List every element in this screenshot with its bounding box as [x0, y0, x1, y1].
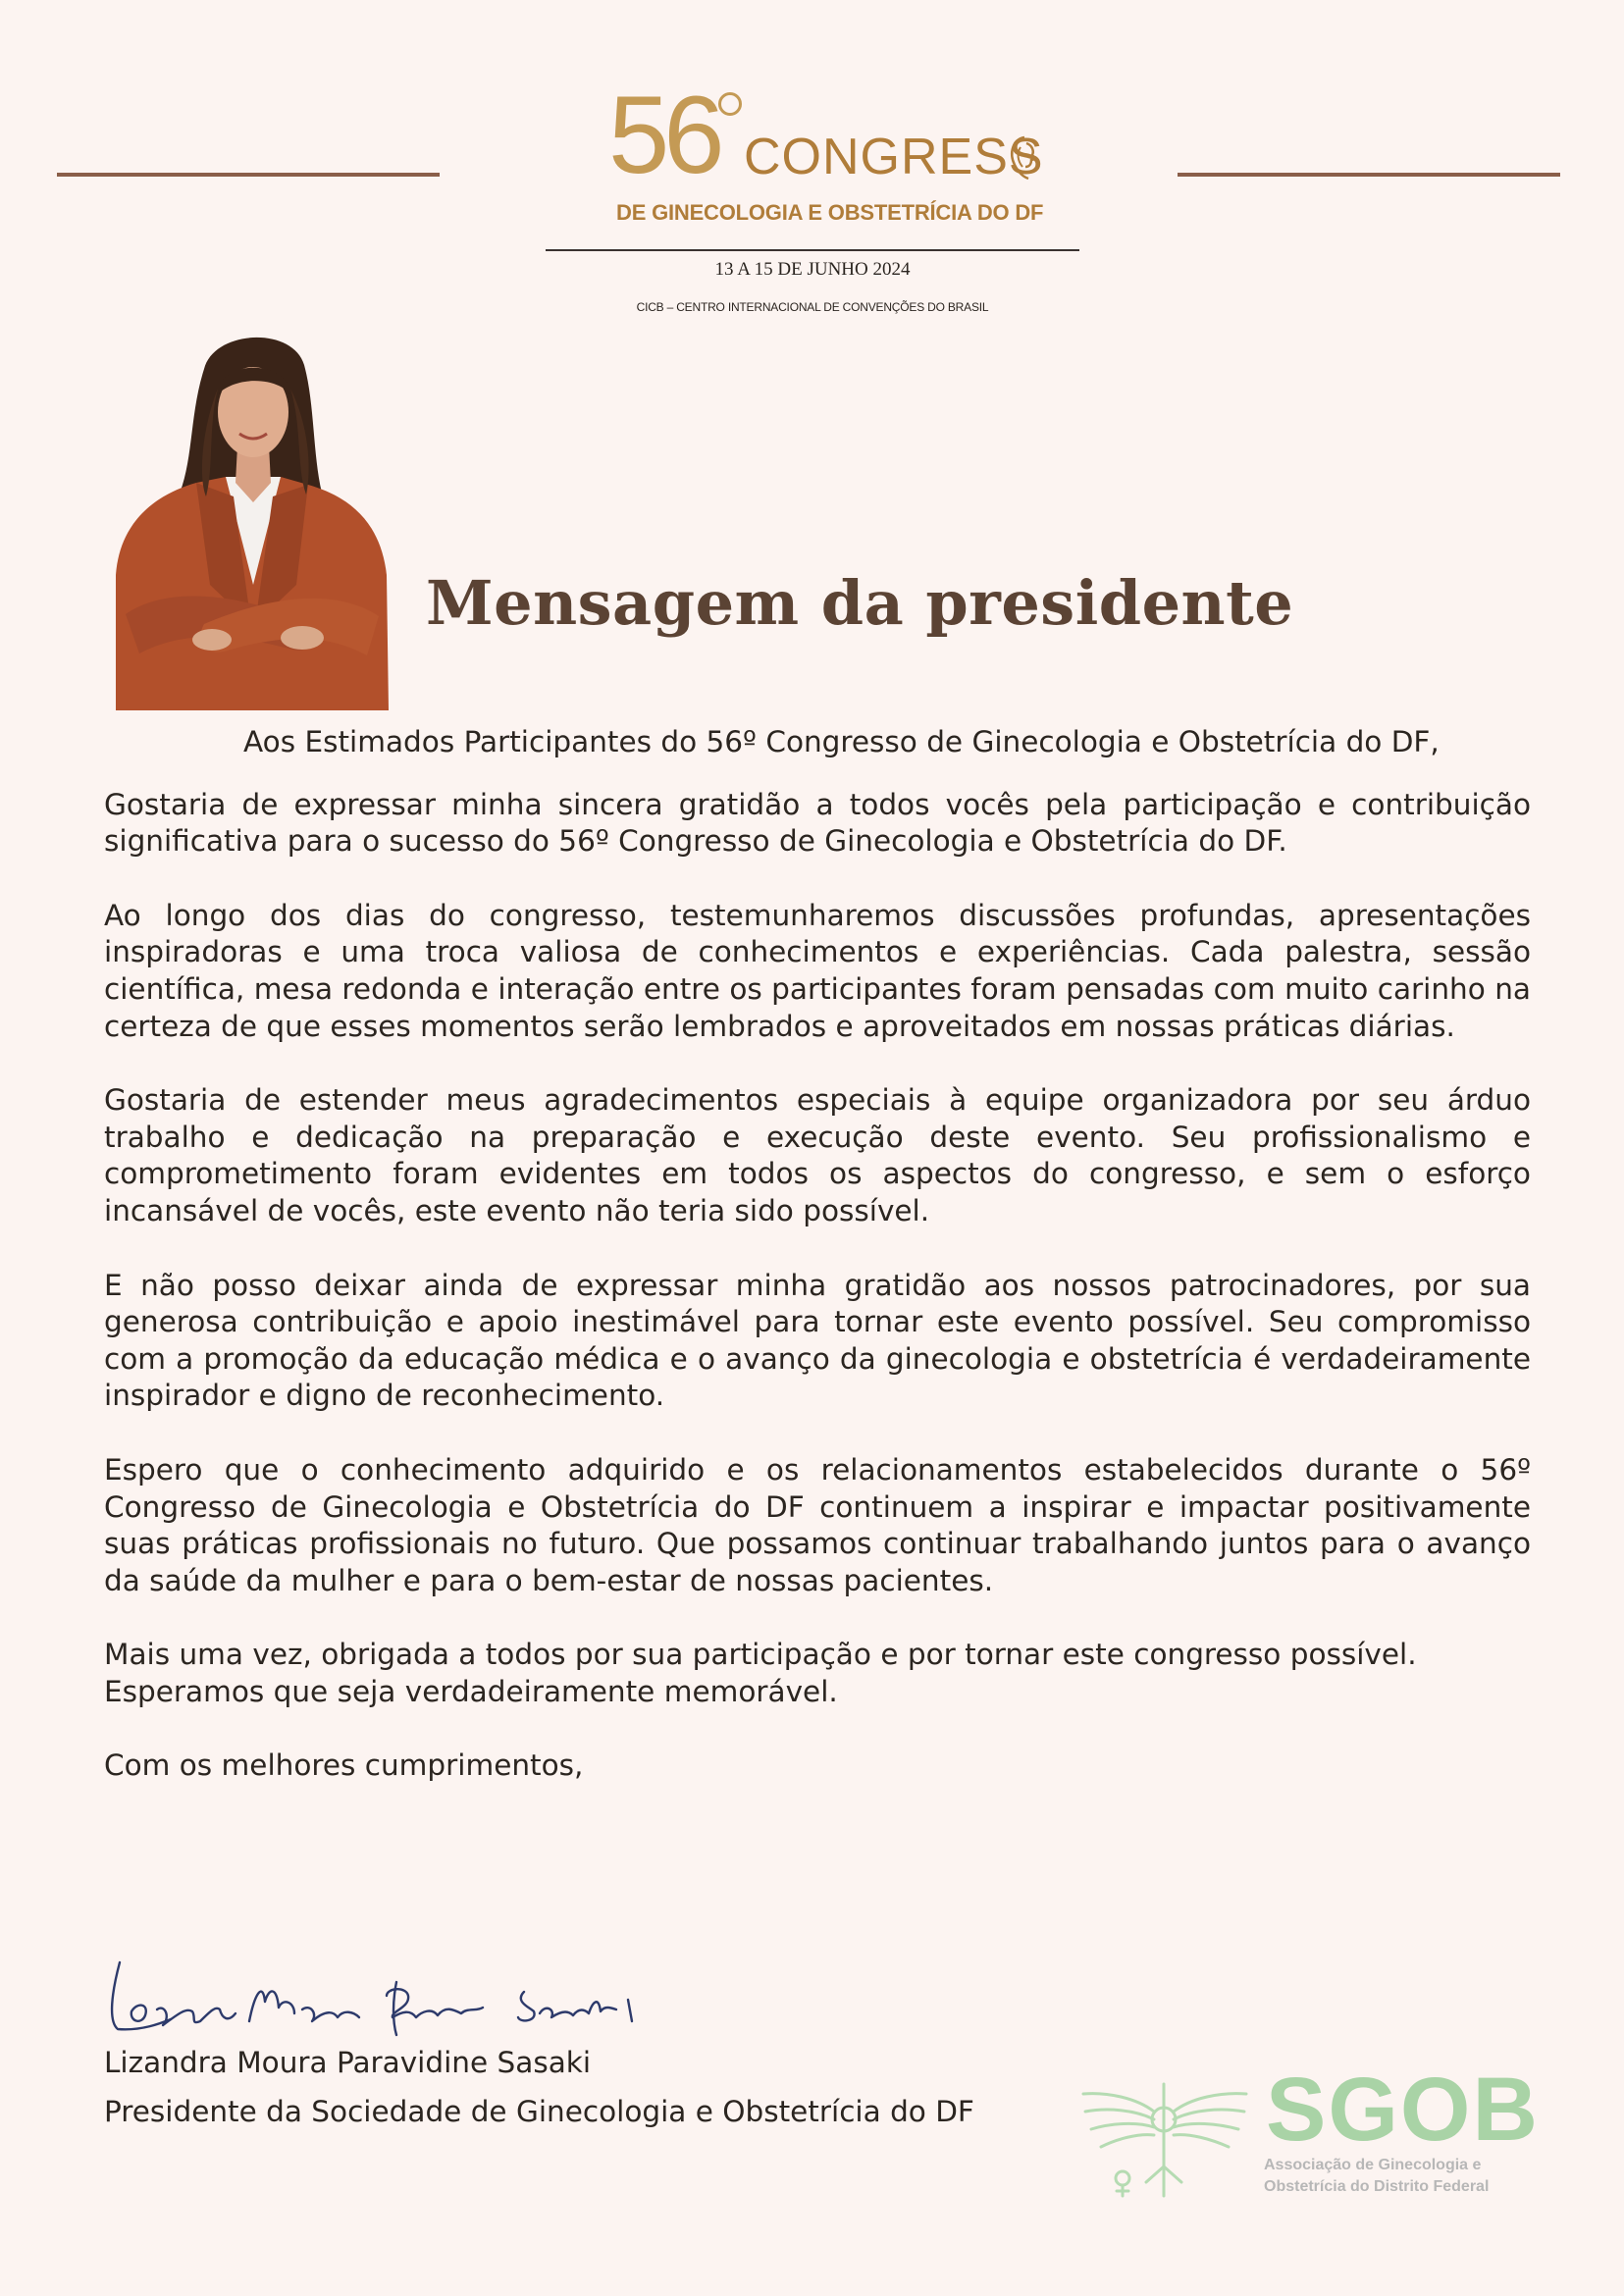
letter-closing: Com os melhores cumprimentos,: [104, 1748, 584, 1783]
letter-body: [104, 724, 1531, 1822]
letter-greeting: Aos Estimados Participantes do 56º Congresso de Ginecologia e Obstetrícia do DF,: [243, 725, 1440, 758]
president-portrait: [116, 330, 389, 710]
letter-paragraph: Ao longo dos dias do congresso, testemunharemos discussões profundas, apresentações inspiradoras e uma troca valiosa de conhecimentos e experiências. Cada palestra, sessão científica, mesa redonda e interação entre os participantes foram pensadas com muito carinho na certeza de que esses momentos serão lembrados e aproveitados em nossas práticas diárias.: [104, 898, 1531, 1043]
page-title: Mensagem da presidente: [426, 567, 1294, 639]
letter-paragraph: Mais uma vez, obrigada a todos por sua participação e por tornar este congresso possível. Esperamos que seja verdadeiramente memorável.: [104, 1638, 1417, 1708]
letter-paragraph: E não posso deixar ainda de expressar minha gratidão aos nossos patrocinadores, por sua generosa contribuição e apoio inestimável para tornar este evento possível. Seu compromisso com a promoção da educação médica e o avanço da ginecologia e obstetrícia é verdadeiramente inspirador e digno de reconhecimento.: [104, 1268, 1531, 1413]
woman-profile-icon: [1003, 133, 1042, 181]
sgob-acronym: SGOB: [1266, 2060, 1540, 2160]
signatory-name: Lizandra Moura Paravidine Sasaki: [104, 2046, 592, 2079]
ordinal-mark: [718, 92, 742, 116]
congress-logo: [530, 74, 1099, 336]
letter-paragraph: Espero que o conhecimento adquirido e os relacionamentos estabelecidos durante o 56º Congresso de Ginecologia e Obstetrícia do DF continuem a inspirar e impactar positivamente suas práticas profissionais no futuro. Que possamos continuar trabalhando juntos para o avanço da saúde da mulher e para o bem-estar de nossas pacientes.: [104, 1452, 1531, 1597]
logo-divider: [546, 249, 1079, 251]
header-rule-right: [1178, 173, 1560, 177]
congress-venue: CICB – CENTRO INTERNACIONAL DE CONVENÇÕES DO BRASIL: [636, 300, 989, 314]
congress-word: CONGRESS: [744, 129, 1044, 185]
signatory-role: Presidente da Sociedade de Ginecologia e Obstetrícia do DF: [104, 2095, 974, 2128]
sgob-wings-icon: [1077, 2064, 1254, 2202]
handwritten-signature: [102, 1953, 671, 2047]
sgob-logo: [1077, 2060, 1588, 2202]
sgob-name-line1: Associação de Ginecologia e: [1264, 2157, 1482, 2173]
letter-paragraph: Gostaria de estender meus agradecimentos especiais à equipe organizadora por seu árduo trabalho e dedicação na preparação e execução deste evento. Seu profissionalismo e comprometimento foram evidentes em todos os aspectos do congresso, e sem o esforço incansável de vocês, este evento não teria sido possível.: [104, 1083, 1531, 1227]
header-rule-left: [57, 173, 440, 177]
congress-subtitle: DE GINECOLOGIA E OBSTETRÍCIA DO DF: [616, 200, 1044, 225]
letter-paragraph: Gostaria de expressar minha sincera gratidão a todos vocês pela participação e contribuição significativa para o sucesso do 56º Congresso de Ginecologia e Obstetrícia do DF.: [104, 787, 1531, 859]
sgob-name-line2: Obstetrícia do Distrito Federal: [1264, 2178, 1490, 2195]
congress-dates: 13 A 15 DE JUNHO 2024: [714, 259, 911, 280]
congress-number: 56: [608, 74, 719, 196]
